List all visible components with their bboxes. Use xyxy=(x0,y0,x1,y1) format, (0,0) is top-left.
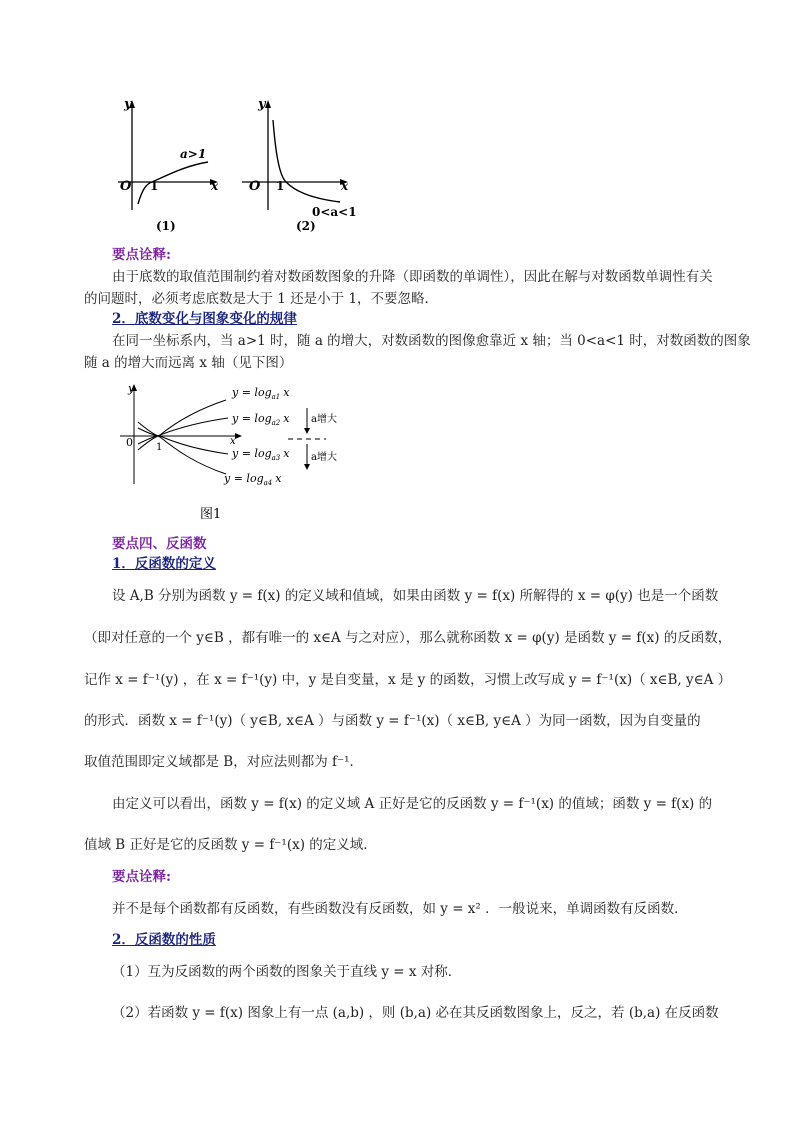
log-graphs-figure xyxy=(108,92,378,242)
point4-p7: 值域 B 正好是它的反函数 y = f⁻¹(x) 的定义域． xyxy=(84,837,377,853)
note1-line2: 的问题时，必须考虑底数是大于 1 还是小于 1，不要忽略． xyxy=(84,291,439,307)
figure1-x-axis: x xyxy=(230,436,236,447)
figure1-curve2-var: x xyxy=(283,412,290,425)
note1-line1: 由于底数的取值范围制约着对数函数图象的升降（即函数的单调性），因此在解与对数函数单调性有关 xyxy=(112,269,713,285)
figure1-curve3-sub: a3 xyxy=(271,454,281,462)
section2-line1: 在同一坐标系内，当 a>1 时，随 a 的增大，对数函数的图像愈靠近 x 轴；当 0<a<1 时，对数函数的图象 xyxy=(112,333,751,349)
point4-sub1 xyxy=(112,553,774,575)
figure1-increase-top: a增大 xyxy=(311,414,337,425)
point4-p3: 记作 x = f⁻¹(y) ，在 x = f⁻¹(y) 中，y 是自变量，x 是 y 的函数，习惯上改写成 y = f⁻¹(x)（ x∈B, y∈A ） xyxy=(84,672,732,688)
figure1-curve1-label xyxy=(231,386,290,401)
graph2-one: 1 xyxy=(276,179,285,193)
figure1-curve1-sub: a1 xyxy=(271,393,281,401)
graph1-y-label: y xyxy=(124,97,132,112)
note2-line1: 并不是每个函数都有反函数，有些函数没有反函数，如 y = x² ．一般说来，单调函数有反函数． xyxy=(112,901,688,917)
figure1-caption: 图1 xyxy=(200,507,222,522)
point4-title: 要点四、反函数 xyxy=(112,536,207,552)
graph1-origin: O xyxy=(120,179,132,194)
graph-1 xyxy=(118,97,219,233)
figure1-curve4-sub: a4 xyxy=(263,479,273,487)
section2-title-text: 2．底数变化与图象变化的规律 xyxy=(112,311,297,327)
graph1-caption: (1) xyxy=(156,219,176,233)
point4-p4: 的形式．函数 x = f⁻¹(y)（ y∈B, x∈A ）与函数 y = f⁻¹(x)（ x∈B, y∈A ）为同一函数，因为自变量的 xyxy=(84,713,701,729)
figure1-curve4-base: y = log xyxy=(224,472,264,485)
graph2-origin: O xyxy=(249,179,261,194)
figure1-one: 1 xyxy=(156,442,163,453)
figure1-curve1-var: x xyxy=(283,386,290,399)
figure1-curve3-label xyxy=(231,447,290,462)
point4-sub1-text: 1．反函数的定义 xyxy=(112,556,216,572)
figure1-curve2-label xyxy=(231,412,290,427)
figure1-curve4-label xyxy=(223,472,282,487)
figure1-curve2-base: y = log xyxy=(232,412,272,425)
figure1-increase-bottom: a增大 xyxy=(311,452,337,463)
figure1-curve1-base: y = log xyxy=(232,386,272,399)
note1-title: 要点诠释: xyxy=(112,247,171,263)
graph1-one: 1 xyxy=(150,179,159,193)
props-item1: （1）互为反函数的两个函数的图象关于直线 y = x 对称． xyxy=(112,964,462,980)
graph2-caption: (2) xyxy=(296,219,316,233)
figure1-origin: 0 xyxy=(126,436,133,449)
props-title-text: 2．反函数的性质 xyxy=(112,932,216,948)
graph2-x-label: x xyxy=(341,179,349,193)
graph-2 xyxy=(242,97,357,233)
figure1-y-axis: y xyxy=(128,382,135,395)
graph1-x-label: x xyxy=(211,179,219,193)
figure1-curve2-sub: a2 xyxy=(271,419,281,427)
section2-title xyxy=(112,308,774,330)
point4-p6: 由定义可以看出，函数 y = f(x) 的定义域 A 正好是它的反函数 y = f⁻¹(x) 的值域；函数 y = f(x) 的 xyxy=(112,796,713,812)
figure1-curve3-var: x xyxy=(283,447,290,460)
props-item2: （2）若函数 y = f(x) 图象上有一点 (a,b) ，则 (b,a) 必在其反函数图象上，反之，若 (b,a) 在反函数 xyxy=(112,1005,719,1021)
props-title xyxy=(112,929,774,951)
point4-p5: 取值范围即定义域都是 B，对应法则都为 f⁻¹． xyxy=(84,754,364,770)
graph1-condition: a>1 xyxy=(180,147,207,161)
figure1-log-family xyxy=(116,378,356,528)
graph2-y-label: y xyxy=(258,97,266,112)
point4-p1: 设 A,B 分别为函数 y = f(x) 的定义域和值域，如果由函数 y = f(x) 所解得的 x = φ(y) 也是一个函数 xyxy=(112,588,719,604)
figure1-curve4-var: x xyxy=(275,472,282,485)
point4-p2: （即对任意的一个 y∈B ，都有唯一的 x∈A 与之对应），那么就称函数 x = φ(y) 是函数 y = f(x) 的反函数， xyxy=(84,630,732,646)
graph2-condition: 0<a<1 xyxy=(312,205,357,219)
section2-line2: 随 a 的增大而远离 x 轴（见下图） xyxy=(84,355,293,371)
note2-title: 要点诠释: xyxy=(112,869,171,885)
figure1-curve3-base: y = log xyxy=(232,447,272,460)
